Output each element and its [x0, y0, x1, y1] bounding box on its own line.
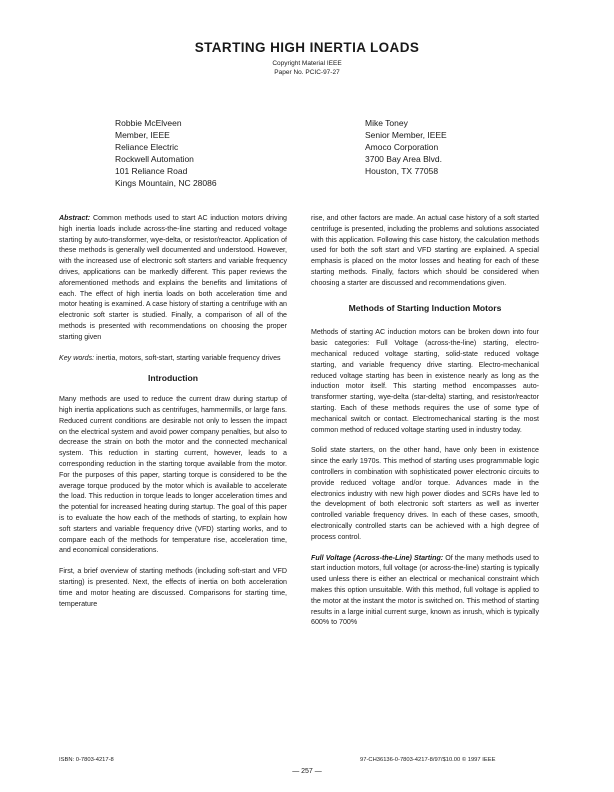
full-voltage-paragraph — [311, 553, 539, 629]
paper-title: STARTING HIGH INERTIA LOADS — [194, 40, 420, 55]
author-block-right — [365, 117, 447, 177]
author-affiliation: Rockwell Automation — [115, 154, 194, 164]
body-paragraph: Solid state starters, on the other hand, have only been in existence since the early 1970s. This method of starting uses programmable logic controllers in combination with sophisticated power electronic circuits to provide reduced voltage and/or torque. Advances made in the electronics industry with new high power diodes and SCRs have led to the development of both electronic soft starters as well as inverter controlled variable frequency drives. In each of these cases, smooth, electronically controlled starts can be achieved with a high degree of process control. — [311, 446, 539, 541]
author-address: 3700 Bay Area Blvd. — [365, 154, 443, 164]
intro-paragraph: First, a brief overview of starting methods (including soft-start and VFD starting) is presented. Next, the effects of inertia on both acceleration time and motor heating are discussed. Comparisons for starting time, temperature — [59, 567, 287, 608]
full-voltage-text: Of the many methods used to start induction motors, full voltage (or across-the-line) starting is typically used unless there is either an electrical or mechanical constraint which makes this option unsuitable. With this method, full voltage is applied to the motor at the instant the motor is switched on. This method of starting results in a large initial current surge, known as inrush, which is typically 600% to 700% — [311, 553, 540, 627]
author-name: Mike Toney — [365, 118, 408, 128]
keywords — [59, 353, 287, 364]
body-paragraph: rise, and other factors are made. An actual case history of a soft started centrifuge is presented, including the problems and solutions associated with this application. Following this case history, the calculation methods used for both the soft start and VFD starting are explained. A special emphasis is placed on the motor losses and heating for each of these starting methods. Finally, factors which should be considered when choosing a starter are discussed and recommendations given. — [311, 214, 539, 287]
methods-heading: Methods of Starting Induction Motors — [348, 302, 502, 313]
footer-isbn: ISBN: 0-7803-4217-8 — [59, 757, 114, 763]
author-affiliation: Amoco Corporation — [365, 142, 439, 152]
author-address: 101 Reliance Road — [115, 166, 188, 176]
introduction-heading: Introduction — [147, 373, 199, 384]
paper-number: Paper No. PCIC-97-27 — [274, 69, 340, 76]
page-number: — 257 — — [292, 768, 322, 775]
intro-paragraph: Many methods are used to reduce the current draw during startup of high inertia applications such as centrifuges, hammermills, or large fans. Reduced current conditions are desirable not only to lessen the impact on the electrical system and avoid power company penalties, but also to decrease the strain on both the motor and the connected mechanical system. This reduction in starting current, however, leads to a corresponding reduction in the starting torque available from the motor. For the purposes of this paper, starting torque is considered to be the average torque produced by the motor which is available to accelerate the load. This reduction in torque leads to longer acceleration times and the potential for increased heating during startup. The goal of this paper is to evaluate the how each of the methods of starting, to explain how soft starters and variable frequency drive (VFD) starting works, and to compare each of the methods for temperature rise, acceleration time, and economical considerations. — [59, 395, 287, 555]
author-address: Kings Mountain, NC 28086 — [115, 178, 217, 188]
abstract-label: Abstract: — [59, 214, 91, 222]
author-block-left — [115, 117, 217, 189]
full-voltage-label: Full Voltage (Across-the-Line) Starting: — [311, 553, 444, 562]
footer-code: 97-CH36136-0-7803-4217-8/97/$10.00 © 1997 IEEE — [360, 757, 496, 763]
author-affiliation: Reliance Electric — [115, 142, 179, 152]
author-membership: Senior Member, IEEE — [365, 130, 447, 140]
author-membership: Member, IEEE — [115, 130, 170, 140]
author-name: Robbie McElveen — [115, 118, 182, 128]
copyright-line: Copyright Material IEEE — [272, 60, 342, 67]
author-address: Houston, TX 77058 — [365, 166, 439, 176]
abstract — [59, 213, 287, 343]
abstract-text: Common methods used to start AC induction motors driving high inertia loads include across-the-line starting and reduced voltage starting by auto-transformer, wye-delta, or resistor/reactor. Application of these methods is generally well documented and understood. However, with the increased use of electronic soft starters and variable frequency drives, applications can be markedly different. This paper reviews the aforementioned methods and explains the benefits and limitations of each. The effect of high inertia loads on both acceleration time and motor heating is examined. A case history of starting a centrifuge with an electronic soft starter is studied. Finally, a comparison of all of the methods is presented with recommendations on choosing the proper starting given — [59, 214, 287, 341]
keywords-text: inertia, motors, soft-start, starting variable frequency drives — [94, 353, 281, 362]
left-column — [59, 213, 287, 619]
body-paragraph: Methods of starting AC induction motors can be broken down into four basic categories: Full Voltage (across-the-line) starting, electro-mechanical reduced voltage starting, solid-state reduced voltage starting, and variable frequency drive starting. Electro-mechanical reduced voltage starting has been in existence nearly as long as the induction motor itself. This starting method encompasses auto-transformer starting, wye-delta (star-delta) starting, and resistor/reactor starting. Each of these methods requires the use of some type of mechanical switch or contact. Electromechanical starting is the most common method of reduced voltage starting used in industry today. — [311, 328, 539, 434]
keywords-label: Key words: — [59, 353, 95, 362]
right-column — [311, 213, 539, 638]
